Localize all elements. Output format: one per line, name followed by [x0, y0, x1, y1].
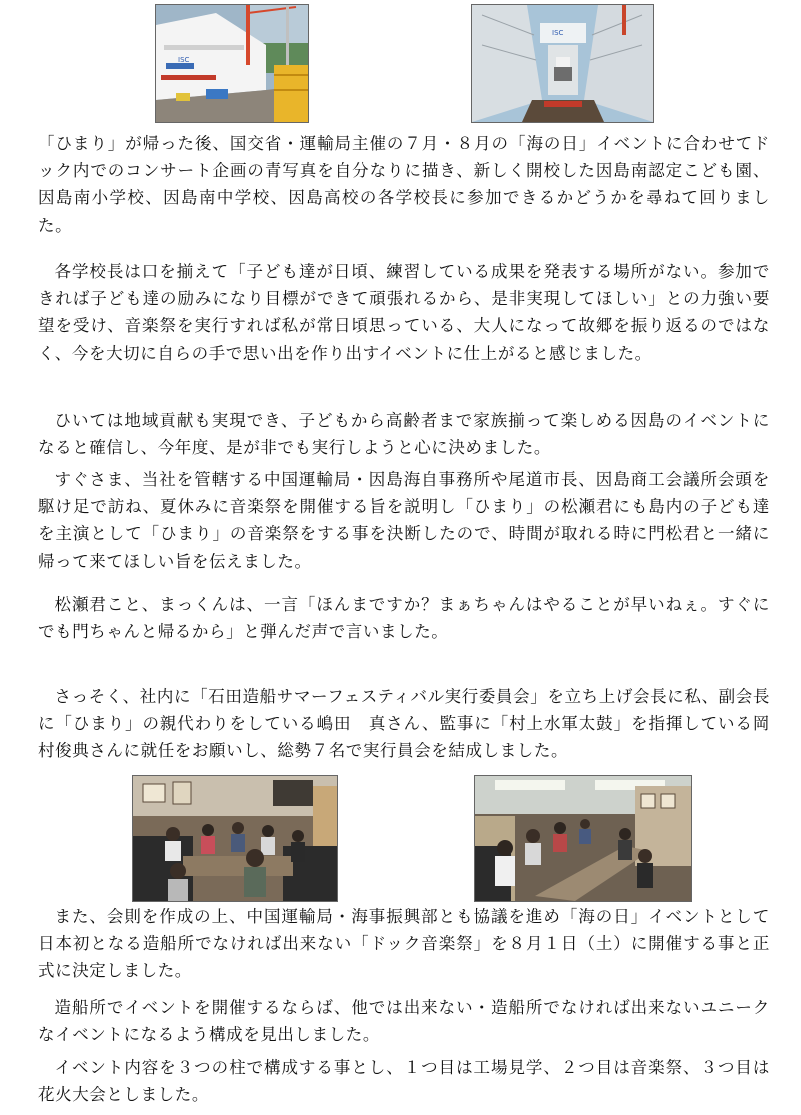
meeting-photo-right [474, 775, 692, 902]
paragraph-7: また、会則を作成の上、中国運輸局・海事振興部とも協議を進め「海の日」イベントとして日本初となる造船所でなければ出来ない「ドック音楽祭」を８月１日（土）に開催する事と正式に決定しました。 [38, 907, 770, 981]
meeting-photo-left [132, 775, 338, 902]
paragraph-6: さっそく、社内に「石田造船サマーフェスティバル実行委員会」を立ち上げ会長に私、副会長に「ひまり」の親代わりをしている嶋田 真さん、監事に「村上水軍太鼓」を指揮している岡村俊典さんに就任をお願いし、総勢７名で実行員会を結成しました。 [38, 687, 770, 761]
paragraph-9: イベント内容を３つの柱で構成する事とし、１つ目は工場見学、２つ目は音楽祭、３つ目は花火大会としました。 [38, 1058, 770, 1105]
shipyard-photo-icon [156, 5, 308, 122]
paragraph-4: すぐさま、当社を管轄する中国運輸局・因島海自事務所や尾道市長、因島商工会議所会頭を駆け足で訪ね、夏休みに音楽祭を開催する旨を説明し「ひまり」の松瀬君にも島内の子ども達を主演として「ひまり」の音楽祭をする事を決断したので、時間が取れる時に門松君と一緒に帰って来てほしい旨を伝えました。 [38, 470, 770, 571]
dry-dock-photo-icon [472, 5, 653, 122]
ship-sign-text: ISC [178, 56, 190, 64]
paragraph-1: 「ひまり」が帰った後、国交省・運輸局主催の７月・８月の「海の日」イベントに合わせてドック内でのコンサート企画の青写真を自分なりに描き、新しく開校した因島南認定こども園、因島南小学校、因島南中学校、因島高校の各学校長に参加できるかどうかを尋ねて回りました。 [38, 134, 770, 235]
paragraph-5: 松瀬君こと、まっくんは、一言「ほんまですか？まぁちゃんはやることが早いねぇ。すぐにでも門ちゃんと帰るから」と弾んだ声で言いました。 [38, 595, 770, 642]
shipyard-photo [155, 4, 309, 123]
paragraph-2: 各学校長は口を揃えて「子ども達が日頃、練習している成果を発表する場所がない。参加できれば子ども達の励みになり目標ができて頑張れるから、是非実現してほしい」との力強い要望を受け、音楽祭を実行すれば私が常日頃思っている、大人になって故郷を振り返るのではなく、今を大切に自らの手で思い出を作り出すイベントに仕上がると感じました。 [38, 262, 770, 363]
paragraph-8: 造船所でイベントを開催するならば、他では出来ない・造船所でなければ出来ないユニークなイベントになるよう構成を見出しました。 [38, 998, 770, 1045]
dock-sign-text: ISC [552, 29, 564, 37]
paragraph-3: ひいては地域貢献も実現でき、子どもから高齢者まで家族揃って楽しめる因島のイベントになると確信し、今年度、是が非でも実行しようと心に決めました。 [38, 411, 770, 458]
dry-dock-photo [471, 4, 654, 123]
meeting-photo-icon [133, 776, 337, 901]
meeting-photo-icon [475, 776, 691, 901]
